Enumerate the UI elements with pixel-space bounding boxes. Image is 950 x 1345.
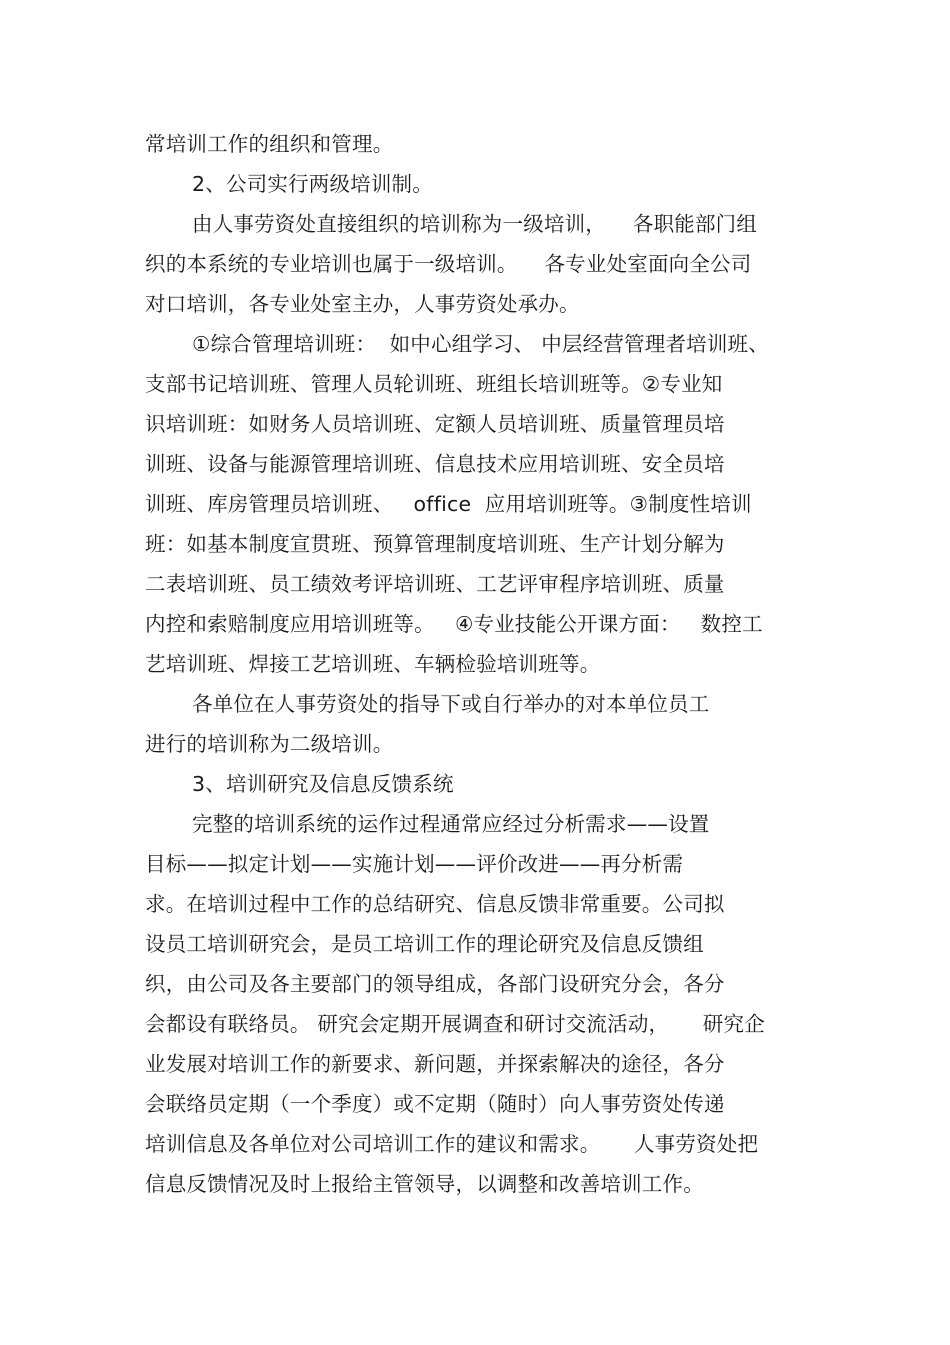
text-line: 内控和索赔制度应用培训班等。 ④专业技能公开课方面： 数控工	[145, 612, 763, 636]
text-line: 二表培训班、员工绩效考评培训班、工艺评审程序培训班、质量	[145, 572, 725, 596]
text-line: 由人事劳资处直接组织的培训称为一级培训， 各职能部门组	[192, 212, 758, 236]
text-line: 目标——拟定计划——实施计划——评价改进——再分析需	[145, 852, 684, 876]
text-line: 信息反馈情况及时上报给主管领导，以调整和改善培训工作。	[145, 1172, 704, 1196]
text-line: 班：如基本制度宣贯班、预算管理制度培训班、生产计划分解为	[145, 532, 725, 556]
text-line: 支部书记培训班、管理人员轮训班、班组长培训班等。②专业知	[145, 372, 723, 396]
section-heading: 2、公司实行两级培训制。	[192, 172, 433, 196]
text-line: 进行的培训称为二级培训。	[145, 732, 394, 756]
text-line: 织，由公司及各主要部门的领导组成，各部门设研究分会，各分	[145, 972, 725, 996]
text-line: 会联络员定期（一个季度）或不定期（随时）向人事劳资处传递	[145, 1092, 725, 1116]
text-line: 业发展对培训工作的新要求、新问题，并探索解决的途径，各分	[145, 1052, 725, 1076]
text-line: ①综合管理培训班： 如中心组学习、 中层经营管理者培训班、	[192, 332, 769, 356]
text-line: 训班、库房管理员培训班、 office 应用培训班等。③制度性培训	[145, 492, 752, 516]
text-line: 织的本系统的专业培训也属于一级培训。 各专业处室面向全公司	[145, 252, 752, 276]
text-line: 求。在培训过程中工作的总结研究、信息反馈非常重要。公司拟	[145, 892, 725, 916]
text-line: 会都设有联络员。 研究会定期开展调查和研讨交流活动， 研究企	[145, 1012, 765, 1036]
text-line: 完整的培训系统的运作过程通常应经过分析需求——设置	[192, 812, 710, 836]
text-line: 对口培训，各专业处室主办，人事劳资处承办。	[145, 292, 580, 316]
section-heading: 3、培训研究及信息反馈系统	[192, 772, 454, 796]
text-line: 识培训班：如财务人员培训班、定额人员培训班、质量管理员培	[145, 412, 725, 436]
text-line: 常培训工作的组织和管理。	[145, 132, 394, 156]
text-line: 艺培训班、焊接工艺培训班、车辆检验培训班等。	[145, 652, 601, 676]
text-line: 各单位在人事劳资处的指导下或自行举办的对本单位员工	[192, 692, 710, 716]
text-line: 训班、设备与能源管理培训班、信息技术应用培训班、安全员培	[145, 452, 725, 476]
text-line: 设员工培训研究会，是员工培训工作的理论研究及信息反馈组	[145, 932, 704, 956]
text-line: 培训信息及各单位对公司培训工作的建议和需求。 人事劳资处把	[145, 1132, 759, 1156]
